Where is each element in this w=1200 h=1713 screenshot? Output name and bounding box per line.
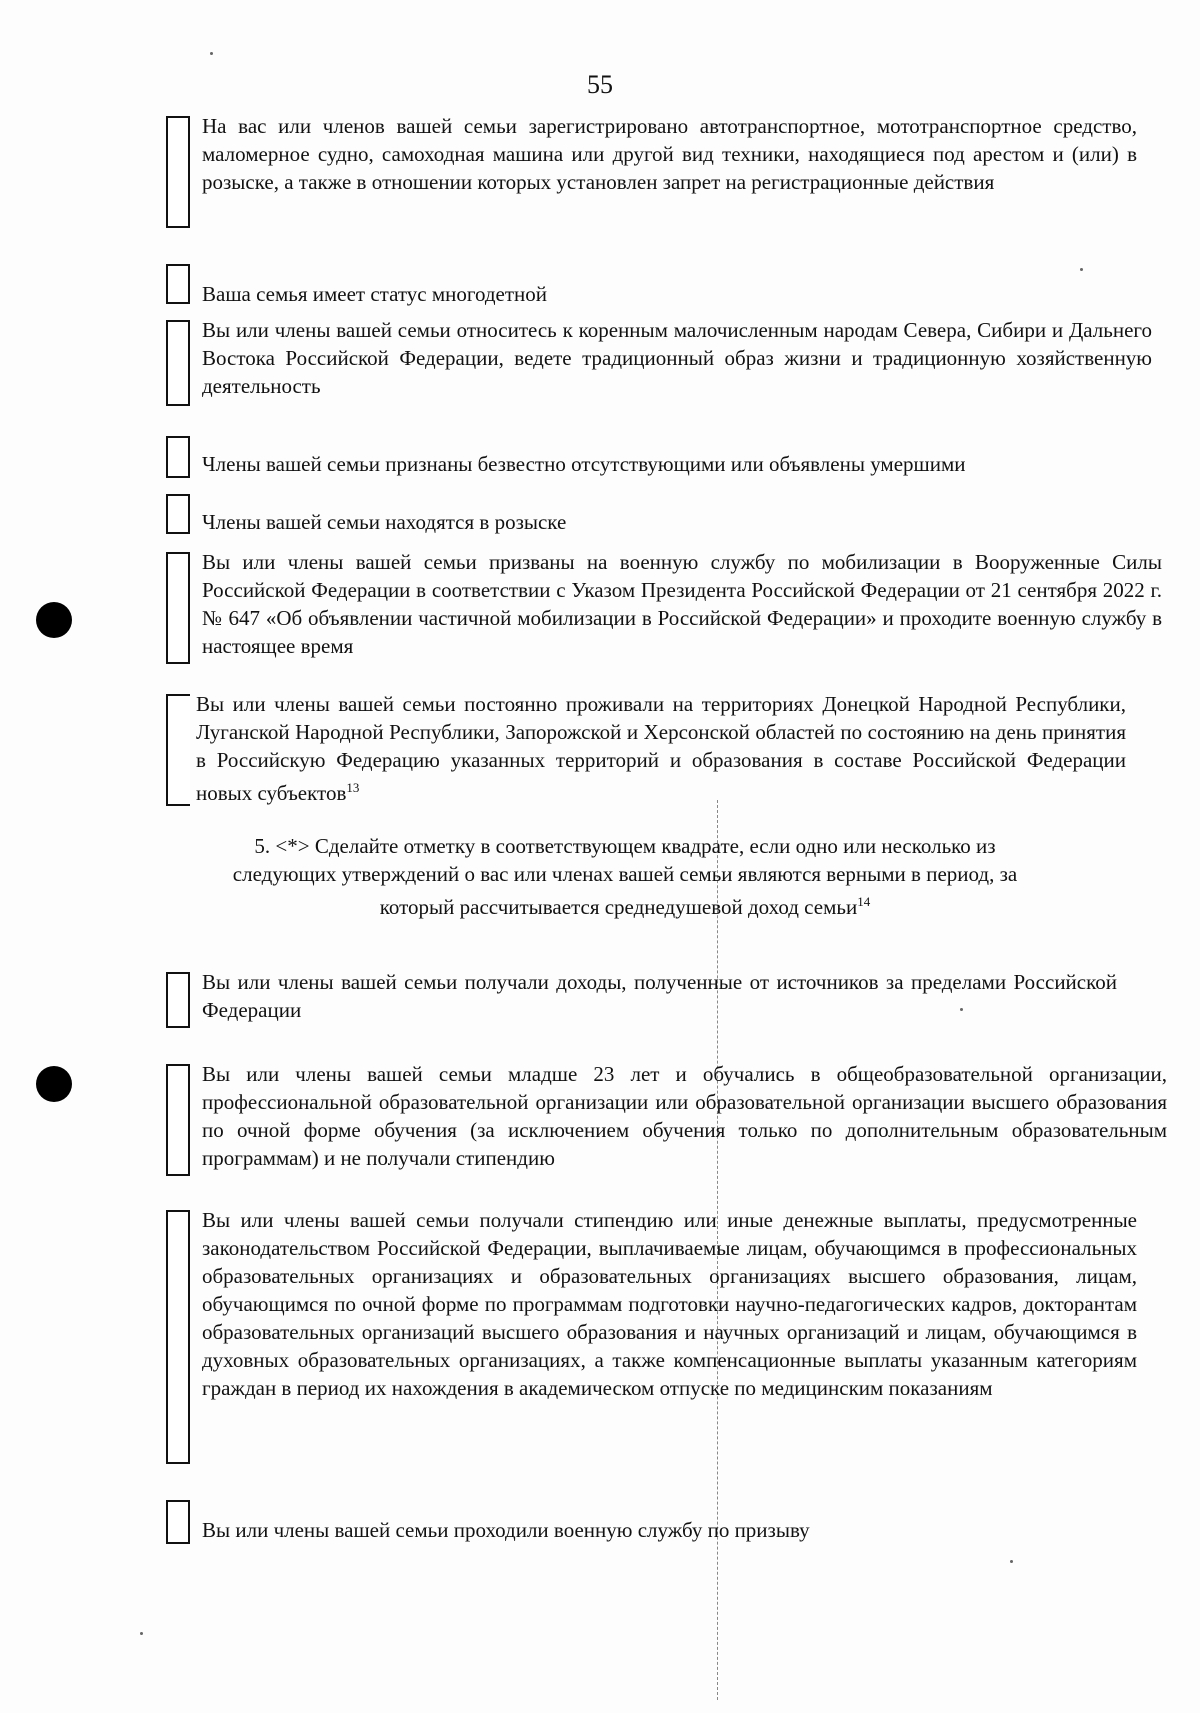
item-text: Члены вашей семьи находятся в розыске [202, 510, 567, 534]
item-text: Вы или члены вашей семьи призваны на военную службу по мобилизации в Вооруженные Силы Российской Федерации в соответствии с Указом Президента Российской Федерации от 21 сентября 2022 г. № 647 «Об объявлении частичной мобилизации в Российской Федерации» и проходите военную службу в настоящее время [202, 550, 1162, 658]
section-5-heading-text: 5. <*> Сделайте отметку в соответствующем квадрате, если одно или несколько из следующих утверждений о вас или членах вашей семьи являются верными в период, за который рассчитывается среднедушевой доход семьи [232, 834, 1018, 919]
item-text [196, 690, 1126, 807]
item-text: На вас или членов вашей семьи зарегистрировано автотранспортное, мототранспортное средство, маломерное судно, самоходная машина или другой вид техники, находящиеся под арестом и (или) в розыске, а также в отношении которых установлен запрет на регистрационные действия [202, 114, 1137, 194]
checkbox[interactable] [166, 694, 190, 806]
item-text: Вы или члены вашей семьи получали стипендию или иные денежные выплаты, предусмотренные законодательством Российской Федерации, выплачиваемые лицам, обучающимся в профессиональных образовательных организациях и образовательных организациях высшего образования, лицам, обучающимся по очной форме по программам подготовки научно-педагогических кадров, докторантам образовательных организаций высшего образования и научных организаций и лицам, обучающимся в духовных образовательных организациях, а также компенсационные выплаты указанным категориям граждан в период их нахождения в академическом отпуске по медицинским показаниям [202, 1208, 1137, 1400]
checkbox[interactable] [166, 116, 190, 228]
scan-speck [140, 1632, 143, 1635]
punch-hole [36, 1066, 72, 1102]
item-text-body: Вы или члены вашей семьи постоянно проживали на территориях Донецкой Народной Республики, Луганской Народной Республики, Запорожской и Херсонской областей по состоянию на день принятия в Российскую Федерацию указанных территорий и образования в составе Российской Федерации новых субъектов [196, 692, 1126, 805]
checkbox[interactable] [166, 1064, 190, 1176]
checkbox[interactable] [166, 320, 190, 406]
scan-speck [1080, 268, 1083, 271]
checkbox[interactable] [166, 972, 190, 1028]
checkbox[interactable] [166, 552, 190, 664]
scan-speck [210, 52, 213, 55]
punch-hole [36, 602, 72, 638]
footnote-14: 14 [857, 894, 871, 909]
item-text: Вы или члены вашей семьи получали доходы, полученные от источников за пределами Российской Федерации [202, 970, 1117, 1022]
item-text: Вы или члены вашей семьи младше 23 лет и обучались в общеобразовательной организации, профессиональной образовательной организации или образовательной организации высшего образования по очной форме обучения (за исключением обучения только по дополнительным образовательным программам) и не получали стипендию [202, 1062, 1167, 1170]
item-text: Вы или члены вашей семьи относитесь к коренным малочисленным народам Севера, Сибири и Дальнего Востока Российской Федерации, ведете традиционный образ жизни и традиционную хозяйственную деятельность [202, 318, 1152, 398]
page-number: 55 [587, 70, 613, 99]
item-text: Вы или члены вашей семьи проходили военную службу по призыву [202, 1518, 810, 1542]
item-text: Члены вашей семьи признаны безвестно отсутствующими или объявлены умершими [202, 452, 966, 476]
footnote-13: 13 [346, 780, 360, 795]
checkbox[interactable] [166, 264, 190, 304]
checkbox[interactable] [166, 1210, 190, 1464]
scan-speck [960, 1008, 963, 1011]
scan-speck [1010, 1560, 1013, 1563]
checkbox[interactable] [166, 1500, 190, 1544]
checkbox[interactable] [166, 436, 190, 478]
checkbox[interactable] [166, 494, 190, 534]
item-text: Ваша семья имеет статус многодетной [202, 282, 548, 306]
section-5-heading [220, 832, 1030, 921]
